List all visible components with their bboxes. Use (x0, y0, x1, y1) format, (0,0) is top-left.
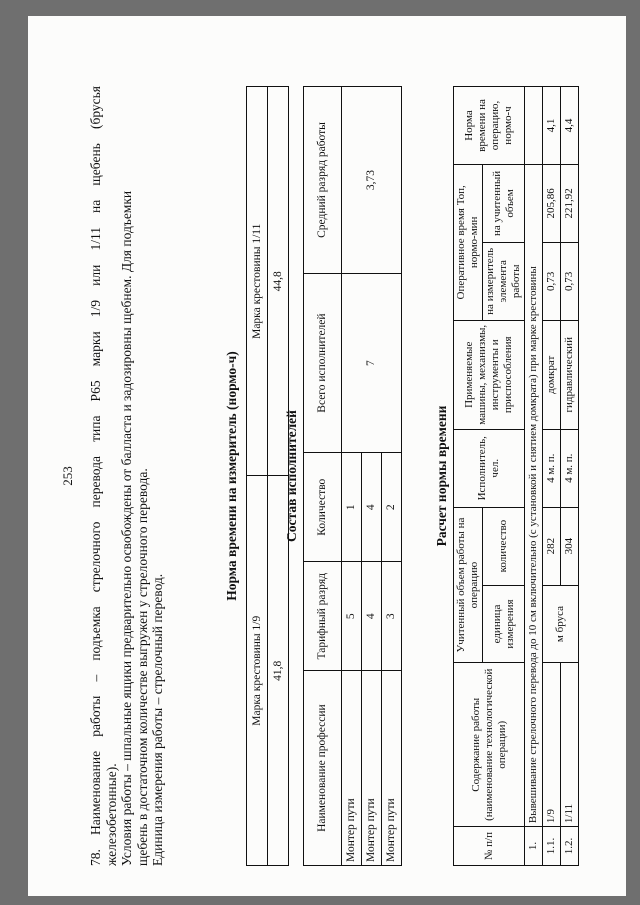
crew-count: 4 (362, 453, 382, 562)
crew-header-count: Количество (304, 453, 342, 562)
intro-line-3: Условия работы – шпальные ящики предварительно освобождены от балласта и задозировны щебнем. Для подъемки (119, 190, 134, 866)
row-performer: 4 м. п. (543, 429, 561, 507)
row-per-unit: 0,73 (543, 242, 561, 320)
crew-total: 7 (342, 274, 402, 453)
crew-header-total: Всего исполнителей (304, 274, 342, 453)
crew-header-grade: Тарифный разряд (304, 562, 342, 671)
crew-table (303, 86, 402, 866)
norm-value-left: 41,8 (268, 476, 289, 866)
crew-avg-grade: 3,73 (342, 87, 402, 274)
norm-value-right: 44,8 (268, 87, 289, 477)
row-name: 1/9 (543, 663, 561, 827)
row-machine: гидравлический (561, 320, 579, 429)
crew-grade: 4 (362, 562, 382, 671)
row-qty: 304 (561, 507, 579, 585)
norm-header-right: Марка крестовины 1/11 (247, 87, 268, 477)
calc-header-per-volume: на учитенный объем (483, 164, 525, 242)
work-description (88, 86, 166, 866)
crew-header-profession: Наименование профессии (304, 671, 342, 866)
intro-line-2: железобетонные). (103, 763, 119, 866)
row-name: 1/11 (561, 663, 579, 827)
intro-line-1: 78. Наименование работы – подъемка стрелочного перевода типа Р65 марки 1/9 или 1/11 на щебень (брусья (88, 86, 103, 866)
calc-header-unit: единица измерения (483, 585, 525, 663)
norm-table (246, 86, 289, 866)
row-norm: 4,1 (543, 87, 561, 165)
table-row (525, 87, 543, 866)
crew-count: 2 (382, 453, 402, 562)
calc-header-performer: Исполнитель, чел. (454, 429, 525, 507)
operation-number: 1. (525, 827, 543, 866)
crew-profession: Монтер пути (362, 671, 382, 866)
crew-count: 1 (342, 453, 362, 562)
table-row (342, 87, 362, 866)
calc-table (453, 86, 579, 866)
intro-line-5: Единица измерения работы – стрелочный перевод. (150, 573, 165, 866)
crew-header-avg: Средний разряд работы (304, 87, 342, 274)
calc-header-optime: Оперативное время Топ, нормо-мин (454, 164, 483, 320)
calc-header-num: № п/п (454, 827, 525, 866)
calc-section-title: Расчет нормы времени (434, 405, 449, 547)
row-qty: 282 (543, 507, 561, 585)
crew-section-title: Состав исполнителей (284, 410, 299, 542)
page-number: 253 (60, 466, 75, 486)
rotated-content (58, 86, 618, 866)
operation-description: Вывешивание стрелочного перевода до 10 см включительно (с установкой и снятием домкрата) при марке крестовины (525, 164, 543, 826)
row-performer: 4 м. п. (561, 429, 579, 507)
row-unit: м бруса (543, 585, 579, 663)
table-row (561, 87, 579, 866)
calc-header-qty: количество (483, 507, 525, 585)
calc-header-norm: Норма времени на операцию, нормо-ч (454, 87, 525, 165)
crew-grade: 3 (382, 562, 402, 671)
norm-header-left: Марка крестовины 1/9 (247, 476, 268, 866)
calc-header-machines: Применяемые машины, механизмы, инструменты и приспособления (454, 320, 525, 429)
crew-profession: Монтер пути (382, 671, 402, 866)
row-per-unit: 0,73 (561, 242, 579, 320)
row-number: 1.1. (543, 827, 561, 866)
crew-grade: 5 (342, 562, 362, 671)
row-number: 1.2. (561, 827, 579, 866)
row-per-volume: 205,86 (543, 164, 561, 242)
calc-header-volume: Учитенный объем работы на операцию (454, 507, 483, 663)
calc-header-content: Содержание работы (наименование технологической операции) (454, 663, 525, 827)
calc-header-per-unit: на измеритель элемента работы (483, 242, 525, 320)
table-row (543, 87, 561, 866)
document-page (28, 16, 626, 896)
norm-section-title: Норма времени на измеритель (нормо-ч) (224, 351, 239, 601)
row-machine: домкрат (543, 320, 561, 429)
row-norm: 4,4 (561, 87, 579, 165)
row-per-volume: 221,92 (561, 164, 579, 242)
crew-profession: Монтер пути (342, 671, 362, 866)
intro-line-4: щебень в достаточном количестве выгружен у стрелочного перевода. (134, 468, 150, 866)
